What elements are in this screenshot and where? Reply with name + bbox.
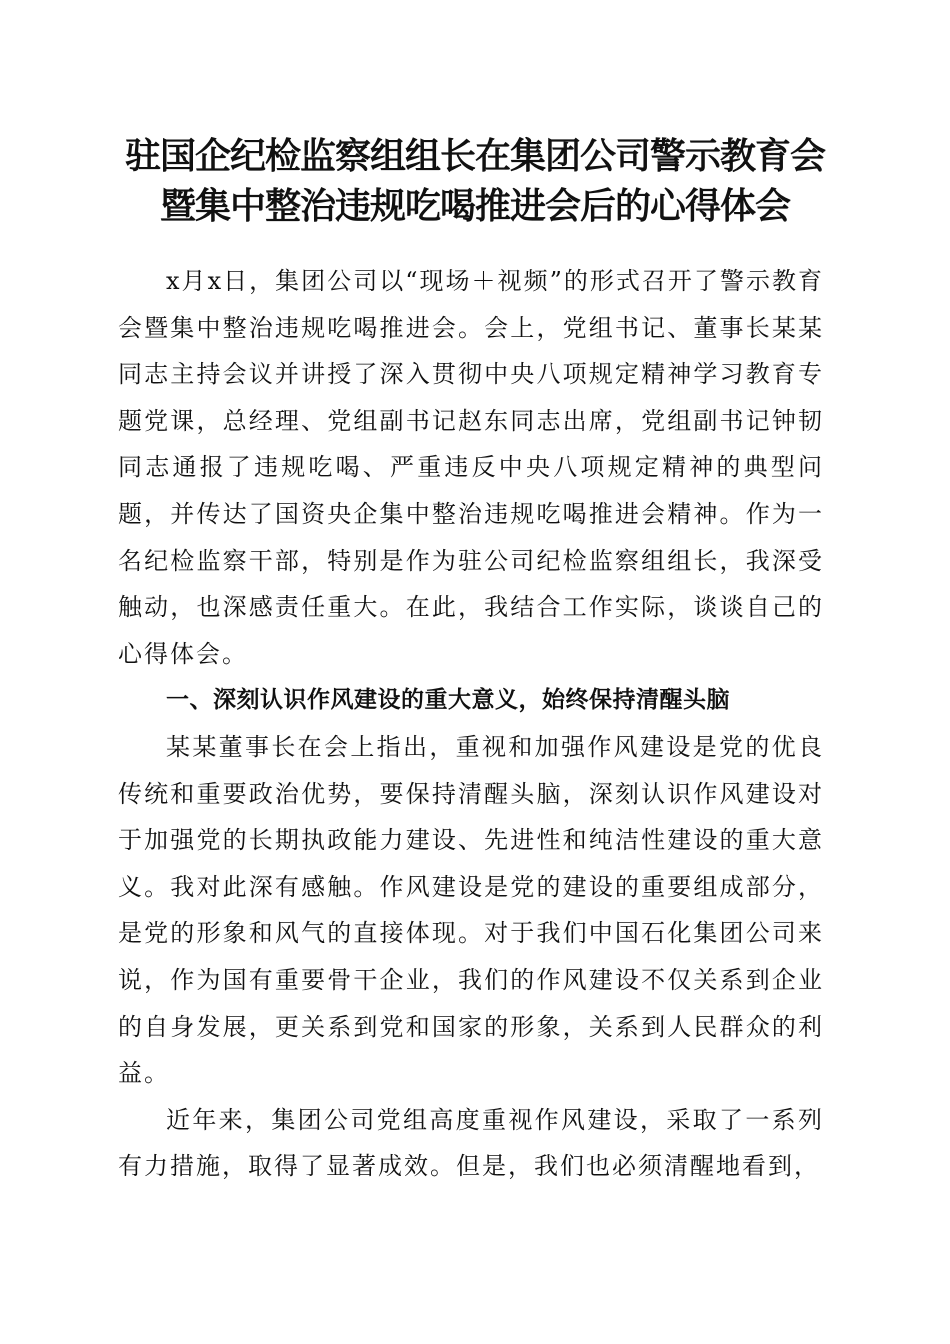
title-line-2: 暨集中整治违规吃喝推进会后的心得体会 xyxy=(159,186,790,227)
document-title xyxy=(100,132,850,232)
document-body xyxy=(118,258,824,1190)
paragraph-intro: x月x日，集团公司以“现场＋视频”的形式召开了警示教育会暨集中整治违规吃喝推进会。会上，党组书记、董事长某某同志主持会议并讲授了深入贯彻中央八项规定精神学习教育专题党课，总经理、党组副书记赵东同志出席，党组副书记钟韧同志通报了违规吃喝、严重违反中央八项规定精神的典型问题，并传达了国资央企集中整治违规吃喝推进会精神。作为一名纪检监察干部，特别是作为驻公司纪检监察组组长，我深受触动，也深感责任重大。在此，我结合工作实际，谈谈自己的心得体会。 xyxy=(118,267,824,668)
paragraph-section1-a: 某某董事长在会上指出，重视和加强作风建设是党的优良传统和重要政治优势，要保持清醒头脑，深刻认识作风建设对于加强党的长期执政能力建设、先进性和纯洁性建设的重大意义。我对此深有感触。作风建设是党的建设的重要组成部分，是党的形象和风气的直接体现。对于我们中国石化集团公司来说，作为国有重要骨干企业，我们的作风建设不仅关系到企业的自身发展，更关系到党和国家的形象，关系到人民群众的利益。 xyxy=(118,732,824,1088)
title-line-1: 驻国企纪检监察组组长在集团公司警示教育会 xyxy=(124,136,825,177)
section-heading-1: 一、深刻认识作风建设的重大意义，始终保持清醒头脑 xyxy=(166,687,730,714)
paragraph-section1-b: 近年来，集团公司党组高度重视作风建设，采取了一系列有力措施，取得了显著成效。但是，我们也必须清醒地看到， xyxy=(118,1105,824,1181)
